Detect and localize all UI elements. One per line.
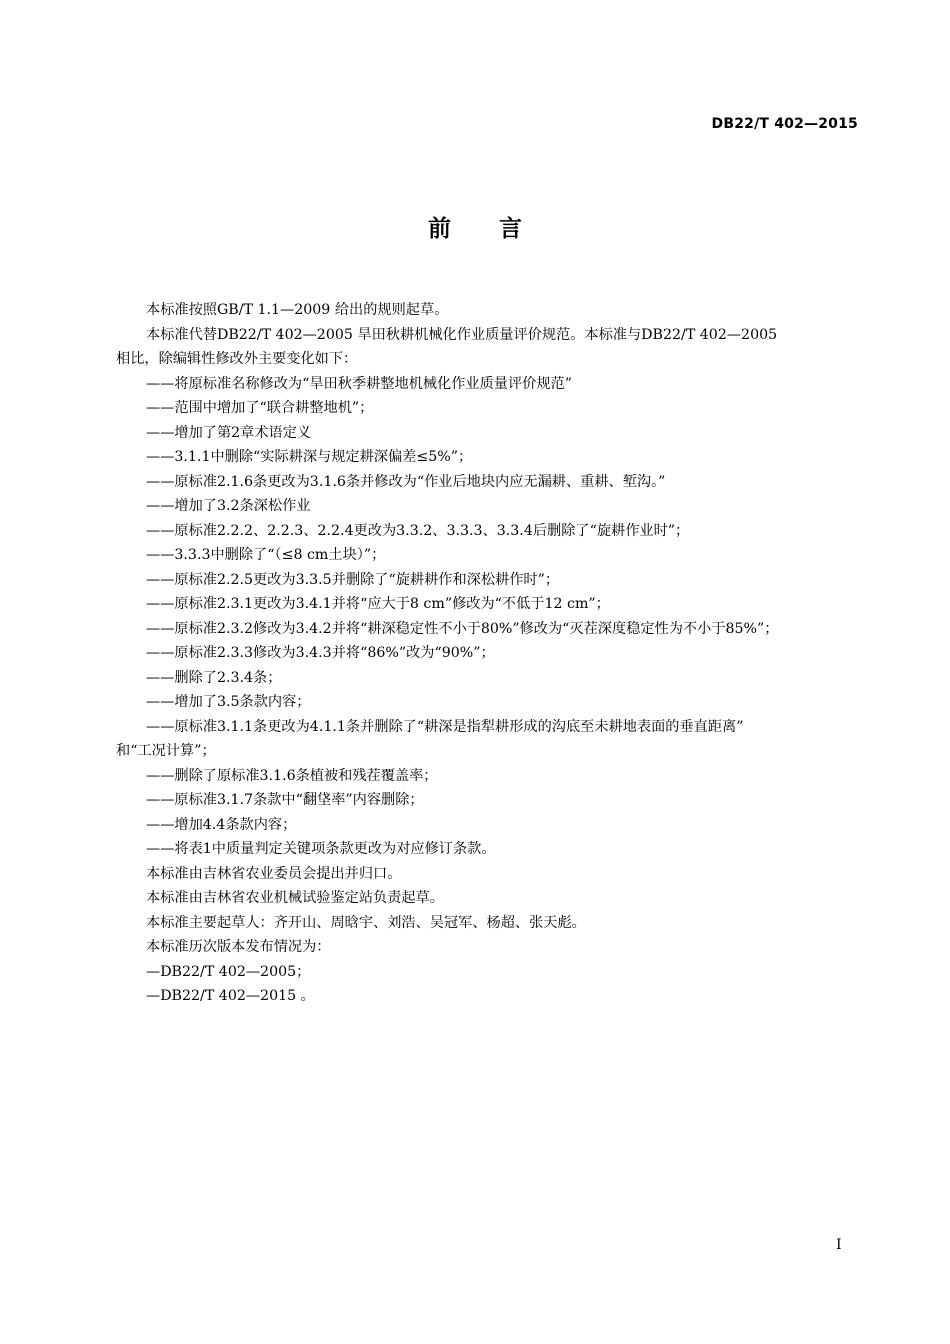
change-list-item: ——原标准2.3.1更改为3.4.1并将“应大于8 cm”修改为“不低于12 cm”； <box>146 596 610 612</box>
version-history-item: —DB22/T 402—2005； <box>146 963 311 980</box>
paragraph-line: 本标准由吉林省农业委员会提出并归口。 <box>146 865 402 882</box>
title-char-1: 前 <box>428 216 451 242</box>
paragraph-line: 本标准按照GB/T 1.1—2009 给出的规则起草。 <box>146 302 449 318</box>
paragraph-line: 本标准由吉林省农业机械试验鉴定站负责起草。 <box>146 890 444 906</box>
document-code: DB22/T 402—2015 <box>711 116 858 132</box>
change-list-item: ——原标准2.3.2修改为3.4.2并将“耕深稳定性不小于80%”修改为“灭茬深度稳定性为不小于85%”； <box>146 620 779 637</box>
change-list-item: ——将表1中质量判定关键项条款更改为对应修订条款。 <box>146 841 496 857</box>
change-list-item: ——原标准2.3.3修改为3.4.3并将“86%”改为“90%”； <box>146 645 495 661</box>
change-list-item: ——增加了3.2条深松作业 <box>146 498 311 514</box>
change-list-item: ——原标准2.2.2、2.2.3、2.2.4更改为3.3.2、3.3.3、3.3.4后删除了“旋耕作业时”； <box>146 522 690 539</box>
title-char-2: 言 <box>499 216 522 242</box>
change-list-item: ——原标准2.1.6条更改为3.1.6条并修改为“作业后地块内应无漏耕、重耕、堑沟。” <box>146 473 666 490</box>
page-title <box>0 210 950 243</box>
change-list-item: ——3.3.3中删除了“（≤8 cm土块）”； <box>146 547 386 563</box>
change-list-item: ——原标准3.1.1条更改为4.1.1条并删除了“耕深是指犁耕形成的沟底至未耕地表面的垂直距离” <box>146 718 744 735</box>
change-list-item: ——删除了原标准3.1.6条植被和残茬覆盖率； <box>146 767 438 784</box>
page-number: I <box>836 1237 842 1253</box>
change-list-item: ——原标准2.2.5更改为3.3.5并删除了“旋耕耕作和深松耕作时”； <box>146 571 560 588</box>
paragraph-line: 本标准历次版本发布情况为： <box>146 939 331 955</box>
paragraph-line: 本标准代替DB22/T 402—2005 旱田秋耕机械化作业质量评价规范。本标准与DB22/T 402—2005 <box>146 326 778 343</box>
change-list-item: ——增加了第2章术语定义 <box>146 424 312 441</box>
paragraph-line: 相比，除编辑性修改外主要变化如下： <box>116 351 358 367</box>
change-list-item: ——范围中增加了“联合耕整地机”； <box>146 400 374 416</box>
change-list-item: ——删除了2.3.4条； <box>146 669 282 686</box>
change-list-item: ——增加4.4条款内容； <box>146 816 297 833</box>
change-list-item: ——原标准3.1.7条款中“翻垡率”内容删除； <box>146 792 424 808</box>
change-list-item-continuation: 和“工况计算”； <box>116 743 216 759</box>
change-list-item: ——3.1.1中删除“实际耕深与规定耕深偏差≤5%”； <box>146 449 473 465</box>
change-list-item: ——将原标准名称修改为“旱田秋季耕整地机械化作业质量评价规范” <box>146 375 572 392</box>
paragraph-line: 本标准主要起草人：齐开山、周晗宇、刘浩、吴冠军、杨超、张天彪。 <box>146 914 586 931</box>
version-history-item: —DB22/T 402—2015 。 <box>146 988 315 1004</box>
preface-body <box>116 298 860 1009</box>
change-list-item: ——增加了3.5条款内容； <box>146 694 311 710</box>
